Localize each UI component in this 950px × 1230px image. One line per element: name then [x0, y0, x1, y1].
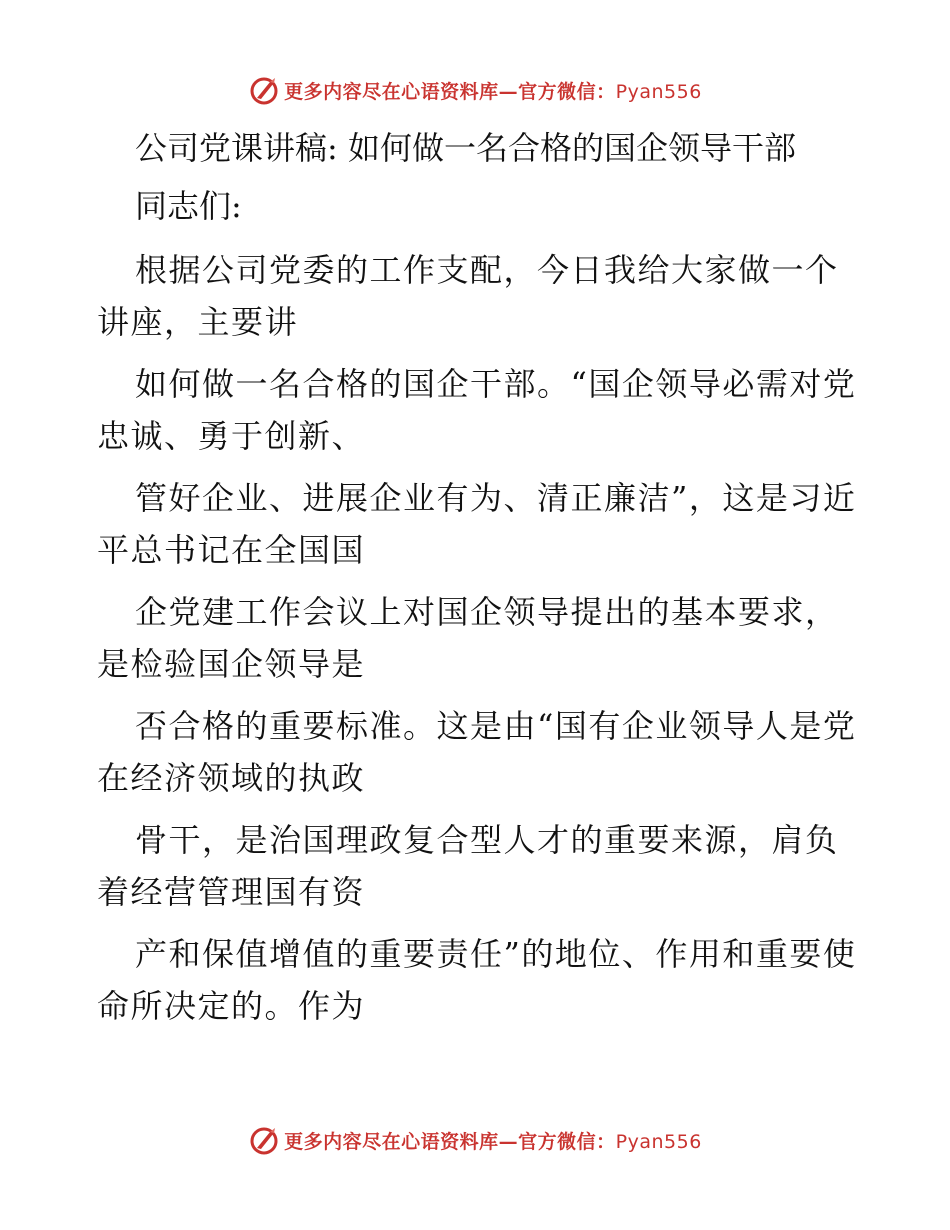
document-body [97, 124, 857, 1042]
paragraph: 企党建工作会议上对国企领导提出的基本要求，是检验国企领导是 [97, 593, 839, 683]
document-title: 公司党课讲稿: 如何做一名合格的国企领导干部 [135, 129, 796, 167]
paragraph: 根据公司党委的工作支配，今日我给大家做一个讲座，主要讲 [97, 251, 839, 341]
banner-wechat-id: Pyan556 [615, 80, 702, 103]
banner-text [284, 1127, 702, 1154]
quill-pen-circle-icon [248, 74, 280, 106]
salutation: 同志们: [135, 187, 242, 225]
footer-banner [0, 1120, 950, 1160]
header-banner [0, 70, 950, 110]
banner-text [284, 77, 702, 104]
paragraph: 否合格的重要标准。这是由“国有企业领导人是党在经济领域的执政 [97, 707, 857, 797]
banner-inner [248, 74, 702, 106]
paragraph: 如何做一名合格的国企干部。“国企领导必需对党忠诚、勇于创新、 [97, 365, 857, 455]
paragraph: 产和保值增值的重要责任”的地位、作用和重要使命所决定的。作为 [97, 935, 857, 1025]
banner-label: 更多内容尽在心语资料库—官方微信： [284, 1130, 616, 1153]
paragraph: 骨干，是治国理政复合型人才的重要来源，肩负着经营管理国有资 [97, 821, 839, 911]
banner-inner [248, 1124, 702, 1156]
banner-label: 更多内容尽在心语资料库—官方微信： [284, 80, 616, 103]
quill-pen-circle-icon [248, 1124, 280, 1156]
paragraph: 管好企业、进展企业有为、清正廉洁”，这是习近平总书记在全国国 [97, 479, 857, 569]
banner-wechat-id: Pyan556 [615, 1130, 702, 1153]
